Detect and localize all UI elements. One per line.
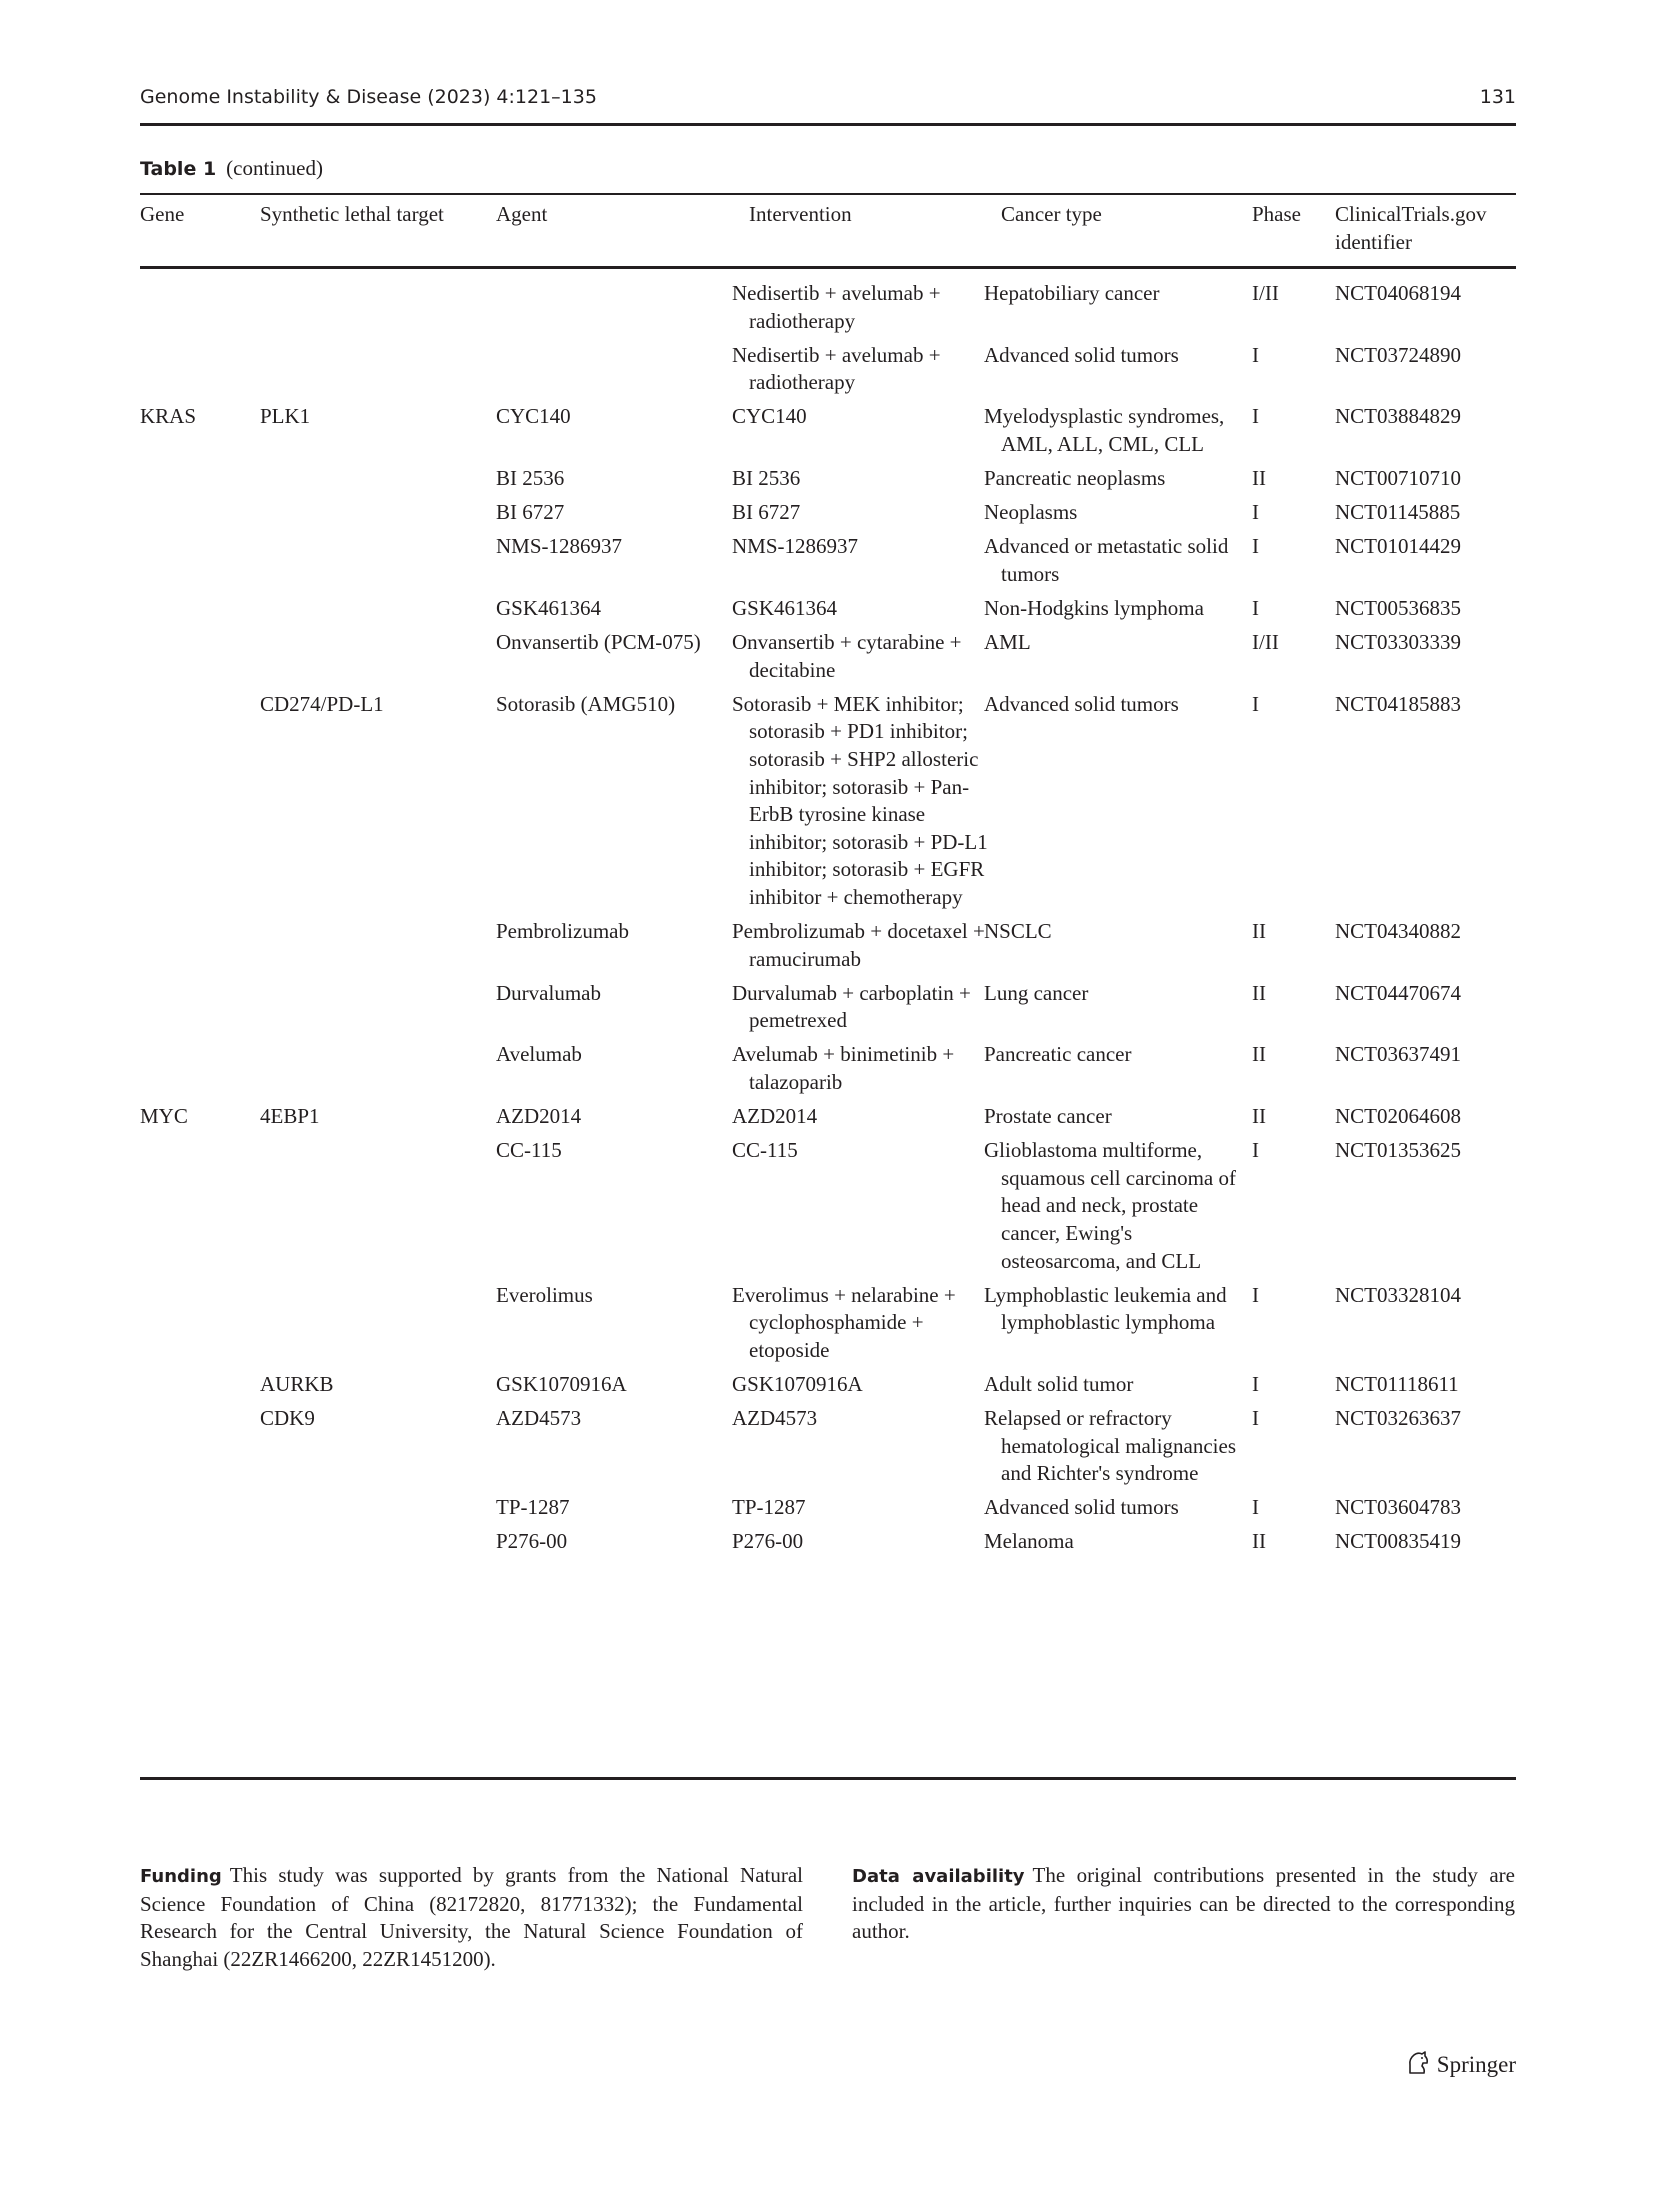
cell-target — [260, 280, 496, 342]
column-header-identifier: ClinicalTrials.gov identifier — [1335, 202, 1487, 254]
cell-cancer-type: Hepatobiliary cancer — [984, 281, 1160, 305]
cell-intervention: Pembrolizumab + docetaxel + ramucirumab — [732, 918, 985, 971]
table-row — [140, 1528, 1516, 1562]
cell-gene — [140, 1137, 260, 1281]
cell-intervention: Durvalumab + carboplatin + pemetrexed — [732, 980, 971, 1033]
cell-target — [260, 1282, 496, 1371]
running-head — [140, 86, 1516, 116]
cell-intervention: AZD2014 — [732, 1104, 818, 1129]
cell-identifier: NCT00710710 — [1335, 466, 1461, 491]
cell-agent: Everolimus — [496, 1282, 593, 1307]
cell-identifier: NCT03637491 — [1335, 1042, 1461, 1067]
header-rule — [140, 123, 1516, 126]
column-header-target: Synthetic lethal target — [260, 202, 444, 226]
journal-citation: Genome Instability & Disease (2023) 4:121–135 — [140, 86, 597, 108]
cell-gene — [140, 1405, 260, 1494]
cell-target — [260, 595, 496, 629]
cell-phase: II — [1252, 980, 1266, 1005]
cell-identifier: NCT03303339 — [1335, 630, 1461, 655]
table-row — [140, 1282, 1516, 1371]
cell-identifier: NCT03263637 — [1335, 1405, 1461, 1430]
springer-horse-icon — [1405, 2050, 1431, 2076]
cell-identifier: NCT03884829 — [1335, 404, 1461, 429]
cell-agent: Durvalumab — [496, 980, 601, 1005]
table-row — [140, 465, 1516, 499]
table-top-rule — [140, 193, 1516, 195]
cell-target — [260, 533, 496, 595]
cell-intervention: AZD4573 — [732, 1405, 818, 1430]
cell-agent: GSK461364 — [496, 595, 602, 620]
cell-phase: II — [1252, 918, 1266, 943]
cell-agent: Onvansertib (PCM-075) — [496, 630, 701, 655]
cell-phase: II — [1252, 1104, 1266, 1129]
table-row — [140, 499, 1516, 533]
column-header-gene: Gene — [140, 202, 185, 226]
cell-phase: I — [1252, 1138, 1259, 1163]
cell-agent: CYC140 — [496, 404, 571, 429]
cell-gene — [140, 465, 260, 499]
cell-phase: II — [1252, 1042, 1266, 1067]
cell-phase: I — [1252, 1405, 1259, 1430]
cell-agent: P276-00 — [496, 1529, 568, 1554]
cell-intervention: CC-115 — [732, 1138, 798, 1163]
cell-gene — [140, 1282, 260, 1371]
cell-phase: I — [1252, 404, 1259, 429]
cell-target — [260, 1041, 496, 1103]
table-row — [140, 1494, 1516, 1528]
cell-gene: KRAS — [140, 404, 197, 429]
cell-gene — [140, 1041, 260, 1103]
cell-intervention: Sotorasib + MEK inhibitor; sotorasib + PD1 inhibitor; sotorasib + SHP2 allosteric inhibitor; sotorasib + Pan-ErbB tyrosine kinase inhibitor; sotorasib + PD-L1 inhibitor; sotorasib + EGFR inhibitor + chemotherapy — [732, 691, 988, 909]
cell-cancer-type: Pancreatic cancer — [984, 1042, 1132, 1067]
cell-target — [260, 1528, 496, 1562]
cell-cancer-type: Prostate cancer — [984, 1104, 1112, 1129]
table-continued: (continued) — [226, 156, 323, 180]
cell-cancer-type: Lymphoblastic leukemia and lymphoblastic lymphoma — [984, 1282, 1227, 1335]
cell-phase: I — [1252, 500, 1259, 525]
cell-target: 4EBP1 — [260, 1104, 320, 1129]
cell-intervention: P276-00 — [732, 1529, 804, 1554]
cell-phase: I — [1252, 691, 1259, 716]
cell-phase: I — [1252, 595, 1259, 620]
cell-identifier: NCT01145885 — [1335, 500, 1461, 525]
table-row — [140, 342, 1516, 404]
cell-gene — [140, 980, 260, 1042]
cell-target: AURKB — [260, 1371, 334, 1396]
data-availability-text: The original contributions presented in the study are included in the article, further inquiries can be directed to the corresponding author. — [852, 1863, 1515, 1943]
cell-intervention: CYC140 — [732, 404, 807, 429]
cell-agent: NMS-1286937 — [496, 534, 623, 559]
cell-target — [260, 499, 496, 533]
cell-target: CD274/PD-L1 — [260, 691, 384, 716]
cell-gene — [140, 1371, 260, 1405]
cell-target — [260, 342, 496, 404]
cell-phase: I — [1252, 1495, 1259, 1520]
cell-identifier: NCT04185883 — [1335, 691, 1461, 716]
table-row — [140, 918, 1516, 980]
cell-target — [260, 1494, 496, 1528]
cell-cancer-type: Advanced solid tumors — [984, 342, 1179, 367]
table-bottom-rule — [140, 1777, 1516, 1780]
cell-intervention: Onvansertib + cytarabine + decitabine — [732, 630, 962, 682]
cell-intervention: GSK461364 — [732, 595, 838, 620]
cell-target — [260, 980, 496, 1042]
cell-identifier: NCT02064608 — [1335, 1104, 1461, 1129]
table-row — [140, 1371, 1516, 1405]
cell-intervention: Nedisertib + avelumab + radiotherapy — [732, 281, 941, 333]
trials-table — [140, 280, 1516, 1562]
cell-phase: II — [1252, 1529, 1266, 1554]
cell-identifier: NCT01353625 — [1335, 1138, 1461, 1163]
column-header-cancer-type: Cancer type — [1001, 202, 1102, 226]
table-label: Table 1 — [140, 158, 217, 180]
cell-intervention: TP-1287 — [732, 1495, 806, 1520]
cell-phase: I — [1252, 1282, 1259, 1307]
cell-intervention: BI 6727 — [732, 500, 801, 525]
table-caption — [140, 156, 323, 181]
cell-gene — [140, 1494, 260, 1528]
cell-cancer-type: Non-Hodgkins lymphoma — [984, 595, 1204, 620]
cell-agent: Sotorasib (AMG510) — [496, 691, 676, 716]
cell-gene — [140, 342, 260, 404]
cell-agent: Avelumab — [496, 1042, 582, 1067]
cell-target — [260, 1137, 496, 1281]
cell-cancer-type: Glioblastoma multiforme, squamous cell carcinoma of head and neck, prostate cancer, Ewing's osteosarcoma, and CLL — [984, 1138, 1236, 1273]
cell-gene — [140, 918, 260, 980]
cell-agent: AZD4573 — [496, 1405, 582, 1430]
cell-agent: GSK1070916A — [496, 1371, 627, 1396]
cell-agent: BI 6727 — [496, 500, 565, 525]
cell-phase: II — [1252, 466, 1266, 491]
cell-phase: I — [1252, 1371, 1259, 1396]
cell-target — [260, 465, 496, 499]
data-availability-label: Data availability — [852, 1866, 1025, 1887]
cell-agent — [496, 280, 749, 342]
cell-phase: I — [1252, 534, 1259, 559]
cell-cancer-type: Myelodysplastic syndromes, AML, ALL, CML, CLL — [984, 404, 1225, 456]
cell-gene — [140, 691, 260, 918]
cell-gene — [140, 1528, 260, 1562]
cell-identifier: NCT01118611 — [1335, 1371, 1459, 1396]
cell-intervention: GSK1070916A — [732, 1371, 863, 1396]
funding-label: Funding — [140, 1866, 222, 1887]
cell-identifier: NCT04340882 — [1335, 918, 1461, 943]
column-header-agent: Agent — [496, 202, 548, 226]
cell-phase: I — [1252, 342, 1259, 367]
cell-identifier: NCT04068194 — [1335, 281, 1461, 305]
cell-agent: Pembrolizumab — [496, 918, 629, 943]
funding-section — [140, 1862, 803, 1973]
table-row — [140, 1137, 1516, 1281]
table-row — [140, 595, 1516, 629]
cell-identifier: NCT04470674 — [1335, 980, 1461, 1005]
cell-cancer-type: Advanced solid tumors — [984, 1495, 1179, 1520]
table-header-rule — [140, 266, 1516, 269]
cell-intervention: Everolimus + nelarabine + cyclophosphamide + etoposide — [732, 1282, 956, 1362]
page-number: 131 — [1479, 86, 1516, 108]
cell-identifier: NCT03328104 — [1335, 1282, 1461, 1307]
cell-cancer-type: NSCLC — [984, 918, 1052, 943]
cell-phase: I/II — [1252, 281, 1279, 305]
table-row — [140, 403, 1516, 465]
cell-gene: MYC — [140, 1104, 188, 1129]
cell-phase: I/II — [1252, 630, 1279, 655]
table-row — [140, 629, 1516, 691]
cell-intervention: Nedisertib + avelumab + radiotherapy — [732, 342, 941, 395]
table-header — [140, 200, 1516, 262]
cell-cancer-type: Neoplasms — [984, 500, 1078, 525]
table-row — [140, 280, 1516, 342]
cell-gene — [140, 533, 260, 595]
table-row — [140, 1041, 1516, 1103]
cell-cancer-type: Relapsed or refractory hematological malignancies and Richter's syndrome — [984, 1405, 1236, 1486]
cell-agent — [496, 342, 749, 404]
cell-target: PLK1 — [260, 404, 311, 429]
cell-target — [260, 918, 496, 980]
cell-gene — [140, 595, 260, 629]
cell-identifier: NCT03604783 — [1335, 1495, 1461, 1520]
cell-agent: TP-1287 — [496, 1495, 570, 1520]
cell-identifier: NCT03724890 — [1335, 342, 1461, 367]
table-row — [140, 533, 1516, 595]
cell-cancer-type: Adult solid tumor — [984, 1371, 1134, 1396]
cell-cancer-type: Melanoma — [984, 1529, 1074, 1554]
cell-intervention: BI 2536 — [732, 466, 801, 491]
cell-intervention: NMS-1286937 — [732, 534, 859, 559]
column-header-intervention: Intervention — [749, 202, 852, 226]
cell-cancer-type: Advanced solid tumors — [984, 691, 1179, 716]
cell-cancer-type: Pancreatic neoplasms — [984, 466, 1166, 491]
table-row — [140, 1103, 1516, 1137]
publisher-logo — [1405, 2050, 1516, 2078]
table-body — [140, 280, 1516, 1562]
publisher-name: Springer — [1436, 2052, 1516, 2077]
cell-identifier: NCT01014429 — [1335, 534, 1461, 559]
cell-identifier: NCT00835419 — [1335, 1529, 1461, 1554]
cell-gene — [140, 280, 260, 342]
cell-cancer-type: Advanced or metastatic solid tumors — [984, 534, 1229, 586]
cell-target: CDK9 — [260, 1405, 315, 1430]
table-row — [140, 1405, 1516, 1494]
cell-cancer-type: AML — [984, 630, 1031, 655]
cell-cancer-type: Lung cancer — [984, 980, 1089, 1005]
cell-gene — [140, 629, 260, 691]
cell-gene — [140, 499, 260, 533]
cell-agent: CC-115 — [496, 1138, 562, 1163]
table-row — [140, 691, 1516, 918]
cell-target — [260, 629, 496, 691]
page — [140, 0, 1516, 2197]
table-row — [140, 980, 1516, 1042]
funding-text: This study was supported by grants from the National Natural Science Foundation of China (82172820, 81771332); the Fundamental Research for the Central University, the Natural Science Foundation of Shanghai (22ZR1466200, 22ZR1451200). — [140, 1863, 803, 1971]
data-availability-section — [852, 1862, 1515, 1946]
column-header-phase: Phase — [1252, 202, 1301, 226]
cell-agent: BI 2536 — [496, 466, 565, 491]
cell-identifier: NCT00536835 — [1335, 595, 1461, 620]
cell-intervention: Avelumab + binimetinib + talazoparib — [732, 1042, 955, 1094]
cell-agent: AZD2014 — [496, 1104, 582, 1129]
